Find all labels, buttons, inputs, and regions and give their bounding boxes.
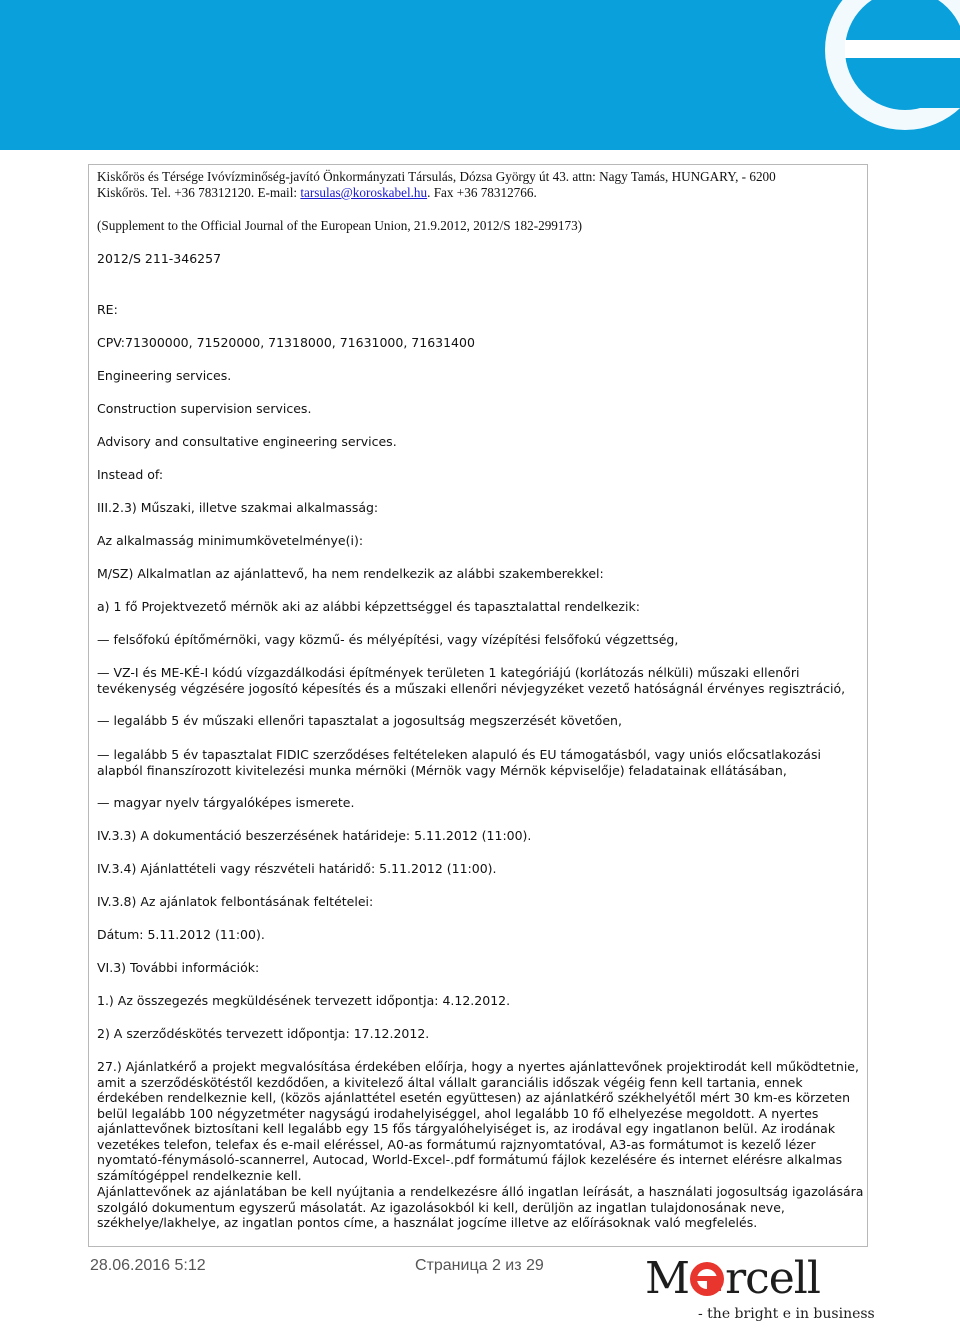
paragraph-27: 27.) Ajánlatkérő a projekt megvalósítása érdekében előírja, hogy a nyertes ajánlattevőnek projektirodát kell működtetnie, amit a szerződéskötéstől kezdődően, a kivitelező által vállalt garanciális időszak végéig fenn kell tartania, ennek érdekében rendelkeznie kell, (közös ajánlattétel esetén együttesen) az ajánlatkérő székhelyétől mért 30 km-es körzeten belül legalább 100 négyzetméter nagyságú irodahelyiséggel, ahol legalább 10 fő elhelyezése megoldott. A nyertes ajánlattevőnek biztosítani kell legalább egy 15 fős tárgyalóhelyiséget is, az irodával egy ingatlanon belül. Az irodának vezetékes telefon, telefax és e-mail eléréssel, A0-as formátumú rajznyomtatóval, A3-as formátumot is kezelő lézer nyomtató-fénymásoló-scannerrel, Autocad, World-Excel-.pdf formátumú fájlok kezelésére és internet elérésre alkalmas számítógéppel rendelkeznie kell. [97, 1059, 859, 1183]
deadline-line: IV.3.8) Az ajánlatok felbontásának feltételei: [97, 894, 374, 909]
deadline-line: VI.3) További információk: [97, 960, 260, 975]
requirement-bullet: — legalább 5 év műszaki ellenőri tapasztalat a jogosultság megszerzését követően, [97, 713, 622, 728]
logo-e-icon [689, 1261, 725, 1297]
section-heading: III.2.3) Műszaki, illetve szakmai alkalmasság: [97, 500, 379, 515]
logo-tagline: - the bright e in business [698, 1306, 875, 1322]
address-line-2-prefix: Kiskőrös. Tel. +36 78312120. E-mail: [97, 185, 301, 200]
logo-text-right: rcell [725, 1253, 820, 1304]
address-line-2 [97, 185, 867, 201]
requirement-bullet: — magyar nyelv tárgyalóképes ismerete. [97, 795, 355, 810]
address-line-1: Kiskőrös és Térsége Ivóvízminőség-javító Önkormányzati Társulás, Dózsa György út 43. attn: Nagy Tamás, HUNGARY, - 6200 [97, 169, 776, 184]
instead-of-label: Instead of: [97, 467, 164, 482]
deadline-line: 2) A szerződéskötés tervezett időpontja: 17.12.2012. [97, 1026, 430, 1041]
header-bar [0, 0, 960, 150]
requirement-bullet: — felsőfokú építőmérnöki, vagy közmű- és mélyépítési, vagy vízépítési felsőfokú végzettség, [97, 632, 679, 647]
e-letter-icon [0, 0, 960, 150]
service-item: Advisory and consultative engineering services. [97, 434, 397, 449]
item-a-text: a) 1 fő Projektvezető mérnök aki az alábbi képzettséggel és tapasztalattal rendelkezik: [97, 599, 640, 614]
footer-date: 28.06.2016 5:12 [90, 1257, 206, 1274]
address-line-2-suffix: . Fax +36 78312766. [427, 185, 537, 200]
marcell-logo [645, 1253, 845, 1308]
requirements-label: Az alkalmasság minimumkövetelménye(i): [97, 533, 364, 548]
deadline-line: IV.3.3) A dokumentáció beszerzésének határideje: 5.11.2012 (11:00). [97, 828, 532, 843]
service-item: Construction supervision services. [97, 401, 312, 416]
cpv-codes: CPV:71300000, 71520000, 71318000, 71631000, 71631400 [97, 335, 475, 350]
supplement-text: (Supplement to the Official Journal of the European Union, 21.9.2012, 2012/S 182-299173) [97, 218, 583, 233]
email-link[interactable]: tarsulas@koroskabel.hu [300, 185, 428, 200]
deadline-line: IV.3.4) Ajánlattételi vagy részvételi határidő: 5.11.2012 (11:00). [97, 861, 497, 876]
requirement-bullet: — legalább 5 év tapasztalat FIDIC szerződéses feltételeken alapuló és EU támogatásból, vagy uniós előcsatlakozási alapból finanszírozott kivitelezési munka mérnöki (Mérnök vagy Mérnök képviselője) feladatainak ellátásában, [97, 747, 821, 778]
deadline-line: Dátum: 5.11.2012 (11:00). [97, 927, 265, 942]
paragraph-last: Ajánlattevőnek az ajánlatában be kell nyújtania a rendelkezésre álló ingatlan leírását, a használati jogosultság igazolására szolgáló dokumentum egyszerű másolatát. Az igazolásokból ki kell, derüljön az ingatlan tulajdonosának neve, székhelye/lakhelye, az ingatlan pontos címe, a használat jogcíme illetve az előírásoknak való megfelelés. [97, 1184, 864, 1230]
footer-page-number: Страница 2 из 29 [415, 1257, 544, 1274]
msz-text: M/SZ) Alkalmatlan az ajánlattevő, ha nem rendelkezik az alábbi szakemberekkel: [97, 566, 604, 581]
re-label: RE: [97, 302, 118, 317]
service-item: Engineering services. [97, 368, 232, 383]
reference-number: 2012/S 211-346257 [97, 251, 222, 266]
logo-text-left: M [645, 1253, 690, 1304]
requirement-bullet: — VZ-I és ME-KÉ-I kódú vízgazdálkodási építmények területen 1 kategóriájú (korlátozás nélküli) műszaki ellenőri tevékenység végzésére jogosító képesítés és a műszaki ellenőri névjegyzéket vezető hatóságnál érvényes regisztráció, [97, 665, 846, 696]
deadline-line: 1.) Az összegezés megküldésének tervezett időpontja: 4.12.2012. [97, 993, 511, 1008]
